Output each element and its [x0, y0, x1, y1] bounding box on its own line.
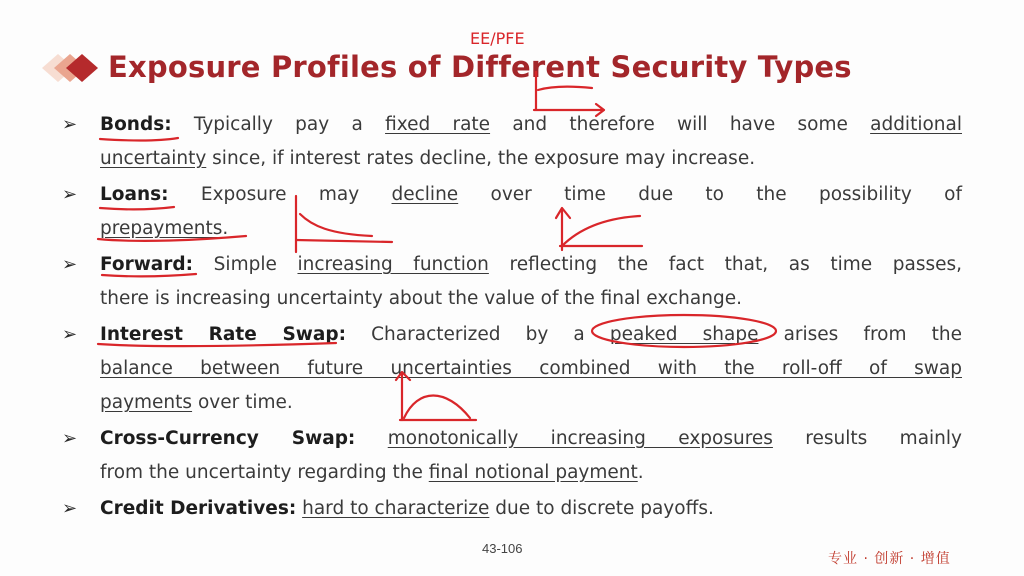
- arrow-bullet-icon: ➢: [62, 114, 78, 135]
- arrow-bullet-icon: ➢: [62, 184, 78, 205]
- bullet-term: Credit Derivatives:: [100, 498, 297, 519]
- arrow-bullet-icon: ➢: [62, 324, 78, 345]
- bullet-term: Interest Rate Swap:: [100, 324, 347, 345]
- underlined-phrase: final notional payment: [428, 462, 638, 483]
- text-segment: arises from the: [758, 324, 962, 345]
- bullet-term: Forward:: [100, 254, 194, 275]
- bullet-term: Bonds:: [100, 114, 172, 135]
- text-segment: Simple: [193, 254, 298, 275]
- text-segment: there is increasing uncertainty about the value of the final exchange.: [100, 288, 742, 309]
- bullet-line: [100, 456, 962, 490]
- bullet-line: [100, 248, 962, 282]
- bullet-line: [100, 352, 962, 386]
- text-segment: results mainly: [772, 428, 962, 449]
- text-segment: [355, 428, 387, 449]
- bullet-line: [100, 492, 962, 526]
- underlined-phrase: prepayments: [100, 218, 223, 239]
- underlined-phrase: balance between future uncertainties combined with the roll-off of swap: [100, 358, 962, 379]
- bullet-line: [100, 386, 962, 420]
- underlined-phrase: fixed rate: [385, 114, 491, 135]
- bullet-line: [100, 282, 962, 316]
- underlined-phrase: additional: [870, 114, 962, 135]
- underlined-phrase: peaked shape: [609, 324, 759, 345]
- text-segment: reflecting the fact that, as time passes,: [488, 254, 963, 275]
- bullet-line: [100, 212, 962, 246]
- bullet-item: [62, 492, 962, 526]
- bullet-term: Loans:: [100, 184, 169, 205]
- text-segment: Exposure may: [168, 184, 392, 205]
- text-segment: due to discrete payoffs.: [489, 498, 714, 519]
- bullet-line: [100, 178, 962, 212]
- bullet-line: [100, 108, 962, 142]
- text-segment: .: [222, 218, 229, 239]
- bullet-line: [100, 142, 962, 176]
- title-bar: [28, 48, 988, 88]
- bullet-item: [62, 178, 962, 246]
- text-segment: Typically pay a: [171, 114, 386, 135]
- slide-title: Exposure Profiles of Different Security Types: [108, 50, 852, 84]
- bullet-line: [100, 422, 962, 456]
- text-segment: over time due to the possibility of: [458, 184, 962, 205]
- text-segment: Characterized by a: [346, 324, 610, 345]
- underlined-phrase: uncertainty: [100, 148, 207, 169]
- bullet-line: [100, 318, 962, 352]
- bullet-item: [62, 108, 962, 176]
- bullet-term: Cross-Currency Swap:: [100, 428, 356, 449]
- diamond-bullets-icon: [28, 48, 100, 88]
- bullet-list: [62, 108, 962, 528]
- page-number: 43-106: [482, 541, 523, 556]
- arrow-bullet-icon: ➢: [62, 254, 78, 275]
- annotation-ee-pfe: EE/PFE: [470, 29, 525, 48]
- bullet-item: [62, 318, 962, 420]
- underlined-phrase: increasing function: [297, 254, 489, 275]
- underlined-phrase: payments: [100, 392, 193, 413]
- text-segment: .: [637, 462, 644, 483]
- text-segment: since, if interest rates decline, the exposure may increase.: [206, 148, 756, 169]
- text-segment: and therefore will have some: [490, 114, 871, 135]
- arrow-bullet-icon: ➢: [62, 428, 78, 449]
- underlined-phrase: monotonically increasing exposures: [387, 428, 773, 449]
- underlined-phrase: decline: [391, 184, 459, 205]
- text-segment: from the uncertainty regarding the: [100, 462, 429, 483]
- underlined-phrase: hard to characterize: [302, 498, 490, 519]
- bullet-item: [62, 422, 962, 490]
- text-segment: over time.: [192, 392, 293, 413]
- arrow-bullet-icon: ➢: [62, 498, 78, 519]
- bullet-item: [62, 248, 962, 316]
- slogan: 专业 · 创新 · 增值: [828, 551, 951, 567]
